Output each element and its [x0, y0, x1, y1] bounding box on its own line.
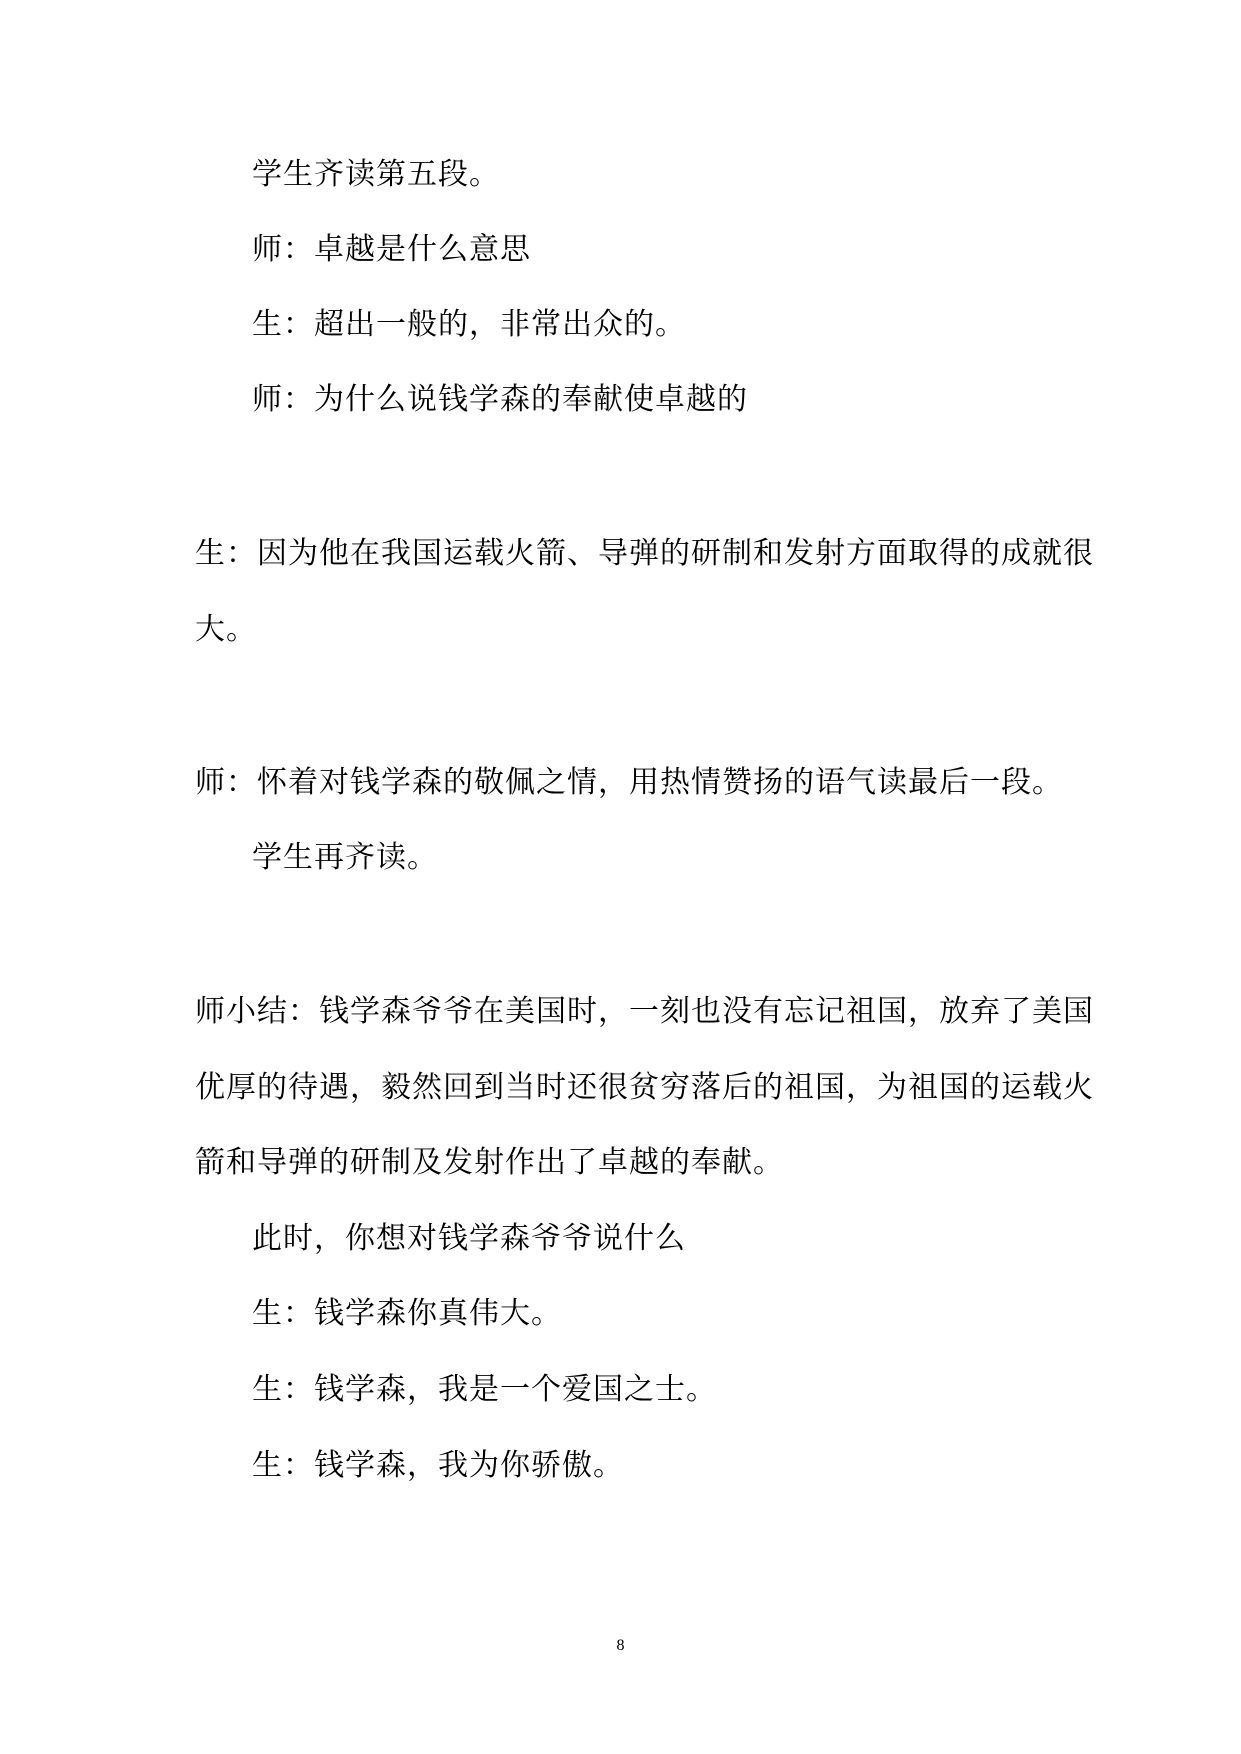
paragraph-line: 学生齐读第五段。 [252, 157, 500, 192]
paragraph-line: 生：超出一般的，非常出众的。 [252, 307, 686, 342]
paragraph-line: 师小结：钱学森爷爷在美国时，一刻也没有忘记祖国，放弃了美国 [195, 994, 1094, 1029]
paragraph-line: 生：钱学森你真伟大。 [252, 1296, 562, 1331]
paragraph-line: 师：怀着对钱学森的敬佩之情，用热情赞扬的语气读最后一段。 [195, 765, 1063, 800]
paragraph-line: 大。 [195, 612, 257, 647]
paragraph-line: 生：钱学森，我为你骄傲。 [252, 1448, 624, 1483]
paragraph-line: 此时，你想对钱学森爷爷说什么 [252, 1221, 686, 1256]
paragraph-line: 学生再齐读。 [252, 840, 438, 875]
page-number: 8 [616, 1637, 625, 1654]
paragraph-line: 师：卓越是什么意思 [252, 232, 531, 267]
paragraph-line: 箭和导弹的研制及发射作出了卓越的奉献。 [195, 1145, 784, 1180]
paragraph-line: 生：钱学森，我是一个爱国之士。 [252, 1372, 717, 1407]
paragraph-line: 生：因为他在我国运载火箭、导弹的研制和发射方面取得的成就很 [195, 536, 1094, 571]
paragraph-line: 师：为什么说钱学森的奉献使卓越的 [252, 382, 748, 417]
paragraph-line: 优厚的待遇，毅然回到当时还很贫穷落后的祖国，为祖国的运载火 [195, 1070, 1094, 1105]
